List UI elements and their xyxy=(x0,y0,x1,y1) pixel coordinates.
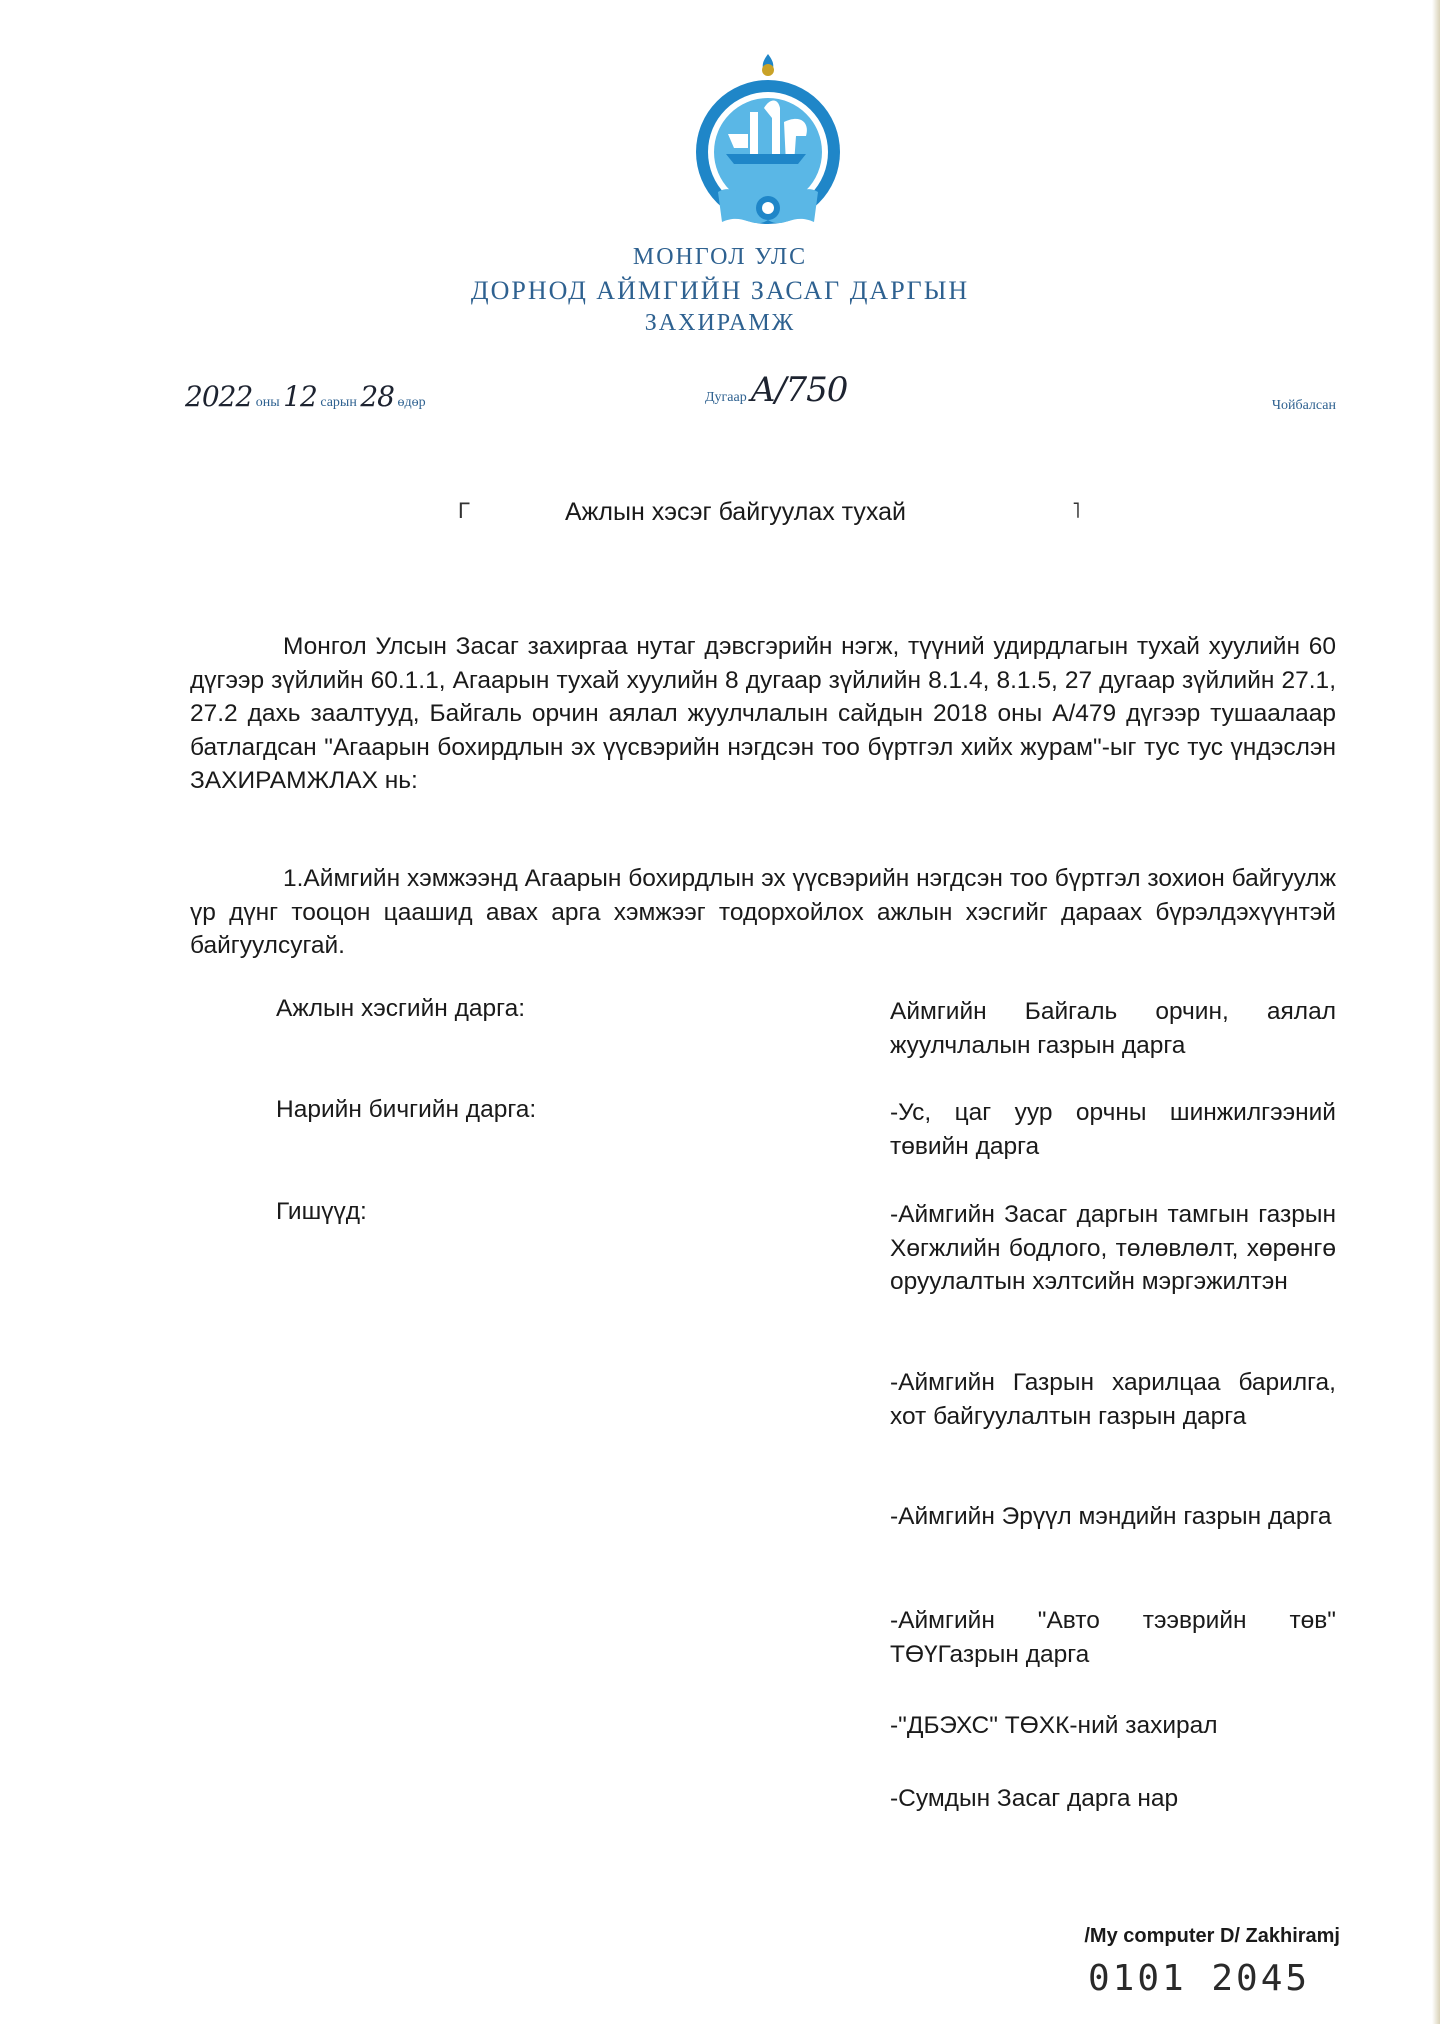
state-emblem-icon xyxy=(688,52,848,242)
date-month-label: сарын xyxy=(320,395,357,410)
number-value: А/750 xyxy=(750,370,848,410)
title-left-bracket: Г xyxy=(458,498,470,523)
decree-number xyxy=(705,370,847,410)
document-title: Ажлын хэсэг байгуулах тухай xyxy=(565,498,907,526)
header-doc-type: ЗАХИРАМЖ xyxy=(644,310,796,336)
date-day: 28 xyxy=(360,380,394,413)
number-label: Дугаар xyxy=(705,390,747,405)
serial-number: 0101 2045 xyxy=(1088,1958,1311,1999)
clause-1-paragraph: 1.Аймгийн хэмжээнд Агаарын бохирдлын эх үүсвэрийн нэгдсэн тоо бүртгэл зохион байгуулж үр дүнг тооцон цаашид авах арга хэмжээг тодорхойлох ажлын хэсгийг дараах бүрэлдэхүүнтэй байгуулсугай. xyxy=(190,865,1336,959)
title-right-bracket: ˥ xyxy=(1072,498,1081,523)
date-day-label: өдөр xyxy=(397,395,426,410)
file-path: /My computer D/ Zakhiramj xyxy=(1084,1925,1340,1947)
date-year: 2022 xyxy=(185,380,253,413)
member-item: -Аймгийн Газрын харилцаа барилга, хот байгуулалтын газрын дарга xyxy=(890,1369,1336,1430)
head-label: Ажлын хэсгийн дарга: xyxy=(276,995,525,1022)
secretary-value: -Ус, цаг уур орчны шинжилгээний төвийн дарга xyxy=(890,1099,1336,1160)
member-item: -"ДБЭХС" ТӨХК-ний захирал xyxy=(890,1712,1218,1739)
head-value: Аймгийн Байгаль орчин, аялал жуулчлалын газрын дарга xyxy=(890,998,1336,1059)
date-month: 12 xyxy=(283,380,317,413)
member-item: -Аймгийн "Авто тээврийн төв" ТӨҮГазрын дарга xyxy=(890,1607,1336,1668)
decree-date xyxy=(185,380,426,413)
decree-city: Чойбалсан xyxy=(1271,398,1336,413)
secretary-label: Нарийн бичгийн дарга: xyxy=(276,1096,537,1123)
member-item: -Аймгийн Засаг даргын тамгын газрын Хөгжлийн бодлого, төлөвлөлт, хөрөнгө оруулалтын хэлтсийн мэргэжилтэн xyxy=(890,1201,1336,1295)
members-label: Гишүүд: xyxy=(276,1198,367,1225)
header-country: МОНГОЛ УЛС xyxy=(632,244,808,270)
preamble-paragraph: Монгол Улсын Засаг захиргаа нутаг дэвсгэрийн нэгж, түүний удирдлагын тухай хуулийн 60 дүгээр зүйлийн 60.1.1, Агаарын тухай хуулийн 8 дугаар зүйлийн 8.1.4, 8.1.5, 27 дугаар зүйлийн 27.1, 27.2 дахь заалтууд, Байгаль орчин аялал жуулчлалын сайдын 2018 оны А/479 дүгээр тушаалаар батлагдсан "Агаарын бохирдлын эх үүсвэрийн нэгдсэн тоо бүртгэл хийх журам"-ыг тус тус үндэслэн ЗАХИРАМЖЛАХ нь: xyxy=(190,633,1336,794)
header-governor: ДОРНОД АЙМГИЙН ЗАСАГ ДАРГЫН xyxy=(470,276,970,305)
member-item: -Сумдын Засаг дарга нар xyxy=(890,1785,1179,1812)
date-year-label: оны xyxy=(255,395,280,410)
member-item: -Аймгийн Эрүүл мэндийн газрын дарга xyxy=(890,1503,1332,1530)
